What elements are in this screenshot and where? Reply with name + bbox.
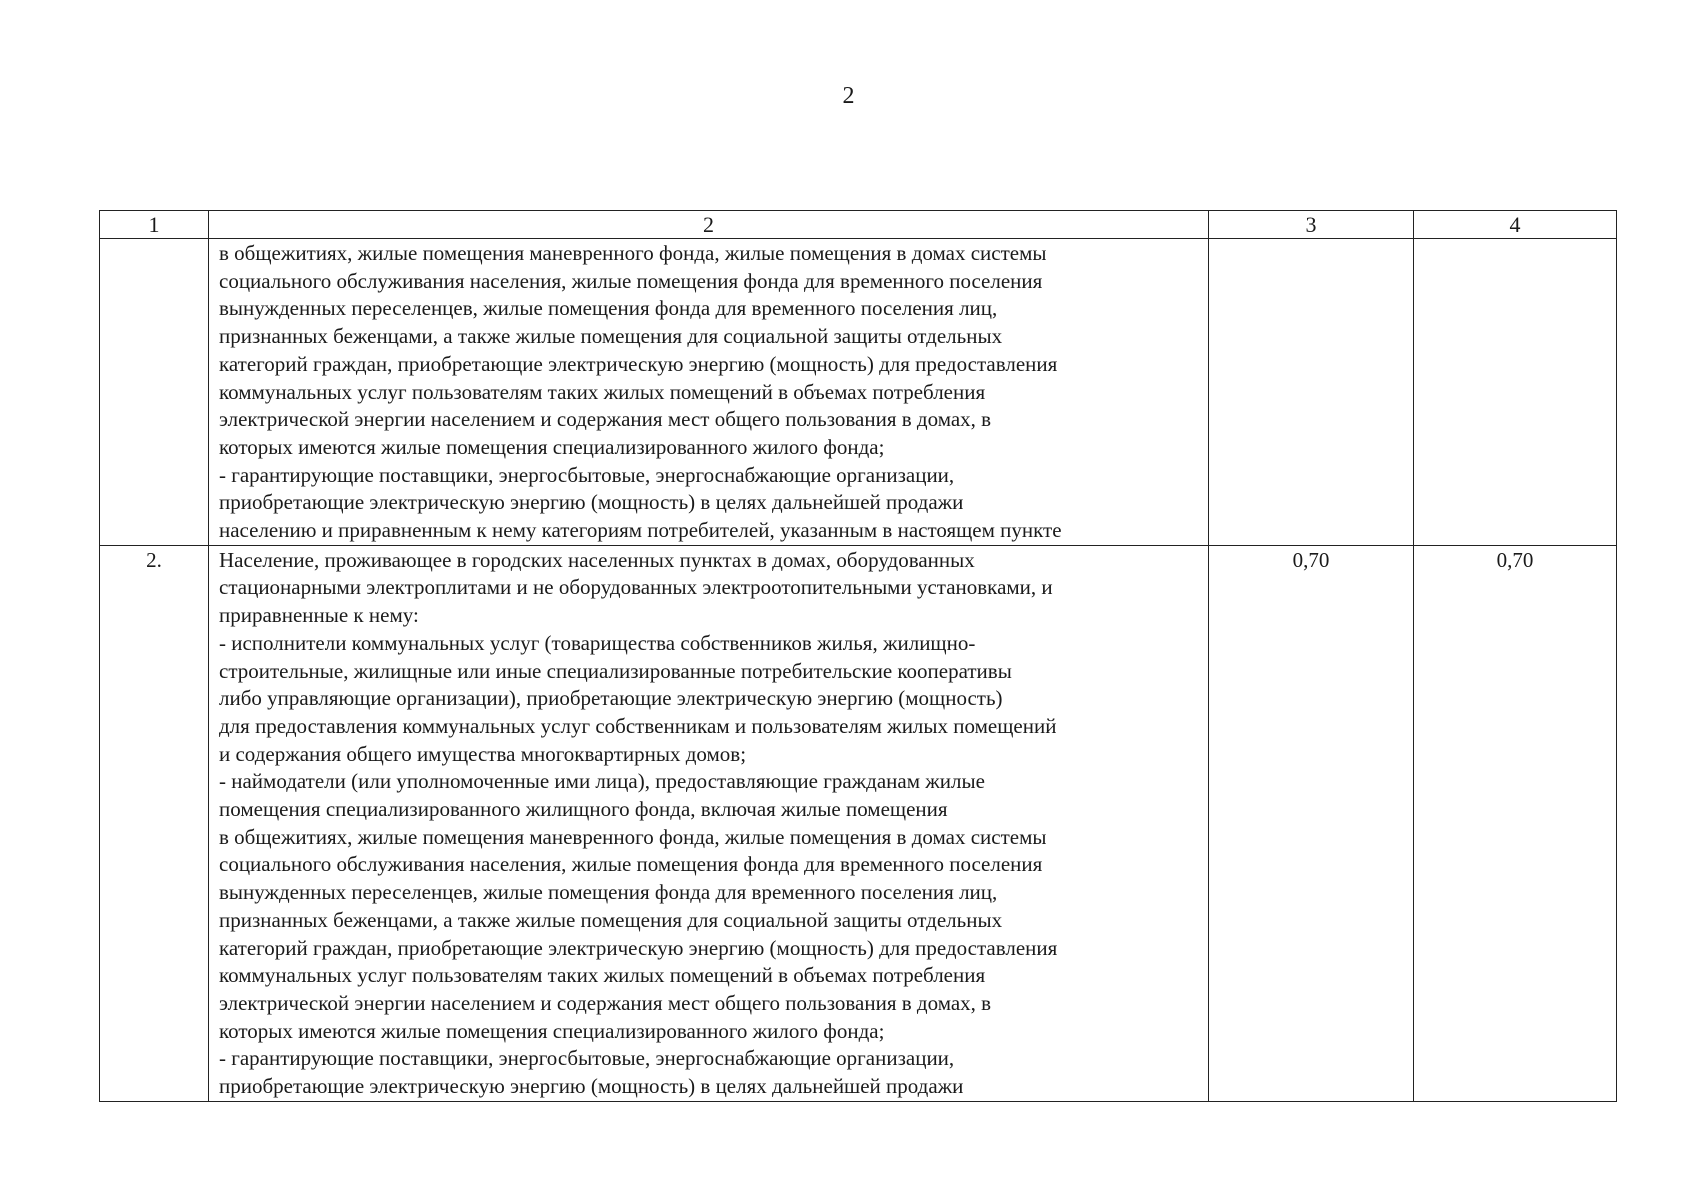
- text-line: в общежитиях, жилые помещения маневренного фонда, жилые помещения в домах системы: [219, 824, 1047, 849]
- text-line: вынужденных переселенцев, жилые помещения фонда для временного поселения лиц,: [219, 296, 998, 321]
- text-line: приобретающие электрическую энергию (мощность) в целях дальнейшей продажи: [219, 490, 964, 515]
- text-line: категорий граждан, приобретающие электрическую энергию (мощность) для предоставления: [219, 935, 1058, 960]
- header-cell-1: 1: [100, 211, 209, 239]
- text-line: - гарантирующие поставщики, энергосбытовые, энергоснабжающие организации,: [219, 462, 955, 487]
- text-line: признанных беженцами, а также жилые помещения для социальной защиты отдельных: [219, 324, 1003, 349]
- text-line: - наймодатели (или уполномоченные ими лица), предоставляющие гражданам жилые: [219, 769, 985, 794]
- text-line: приобретающие электрическую энергию (мощность) в целях дальнейшей продажи: [219, 1074, 964, 1099]
- row-description-text: [209, 546, 1208, 1101]
- text-line: для предоставления коммунальных услуг собственникам и пользователям жилых помещений: [219, 713, 1057, 738]
- text-line: категорий граждан, приобретающие электрическую энергию (мощность) для предоставления: [219, 351, 1058, 376]
- row-value-col3: [1209, 239, 1414, 546]
- text-line: населению и приравненным к нему категориям потребителей, указанным в настоящем пункте: [219, 518, 1062, 543]
- text-line: помещения специализированного жилищного фонда, включая жилые помещения: [219, 797, 948, 822]
- page-number: 2: [842, 83, 855, 109]
- header-cell-4: 4: [1414, 211, 1617, 239]
- table-header-row: [100, 211, 1617, 239]
- text-line: Население, проживающее в городских населенных пунктах в домах, оборудованных: [219, 547, 975, 572]
- text-line: коммунальных услуг пользователям таких жилых помещений в объемах потребления: [219, 379, 986, 404]
- table-row: [100, 545, 1617, 1101]
- text-line: строительные, жилищные или иные специализированные потребительские кооперативы: [219, 658, 1012, 683]
- row-description-cell: [209, 239, 1209, 546]
- text-line: в общежитиях, жилые помещения маневренного фонда, жилые помещения в домах системы: [219, 241, 1047, 265]
- tariff-table: [99, 210, 1617, 1102]
- text-line: и содержания общего имущества многоквартирных домов;: [219, 741, 747, 766]
- text-line: социального обслуживания населения, жилые помещения фонда для временного поселения: [219, 268, 1043, 293]
- text-line: приравненные к нему:: [219, 603, 419, 628]
- text-line: вынужденных переселенцев, жилые помещения фонда для временного поселения лиц,: [219, 880, 998, 905]
- header-cell-2: 2: [209, 211, 1209, 239]
- text-line: которых имеются жилые помещения специализированного жилого фонда;: [219, 434, 885, 459]
- text-line: - гарантирующие поставщики, энергосбытовые, энергоснабжающие организации,: [219, 1046, 955, 1071]
- text-line: признанных беженцами, а также жилые помещения для социальной защиты отдельных: [219, 907, 1003, 932]
- header-cell-3: 3: [1209, 211, 1414, 239]
- text-line: социального обслуживания населения, жилые помещения фонда для временного поселения: [219, 852, 1043, 877]
- text-line: - исполнители коммунальных услуг (товарищества собственников жилья, жилищно-: [219, 630, 976, 655]
- text-line: электрической энергии населением и содержания мест общего пользования в домах, в: [219, 990, 992, 1015]
- row-number-cell: 2.: [100, 545, 209, 1101]
- text-line: коммунальных услуг пользователям таких жилых помещений в объемах потребления: [219, 963, 986, 988]
- row-description-cell: [209, 545, 1209, 1101]
- text-line: либо управляющие организации), приобретающие электрическую энергию (мощность): [219, 686, 1003, 711]
- text-line: которых имеются жилые помещения специализированного жилого фонда;: [219, 1018, 885, 1043]
- row-value-col4: 0,70: [1414, 545, 1617, 1101]
- table-row: [100, 239, 1617, 546]
- row-number-cell: [100, 239, 209, 546]
- text-line: электрической энергии населением и содержания мест общего пользования в домах, в: [219, 407, 992, 432]
- row-value-col3: 0,70: [1209, 545, 1414, 1101]
- row-value-col4: [1414, 239, 1617, 546]
- row-description-text: [209, 239, 1208, 545]
- text-line: стационарными электроплитами и не оборудованных электроотопительными установками, и: [219, 575, 1053, 600]
